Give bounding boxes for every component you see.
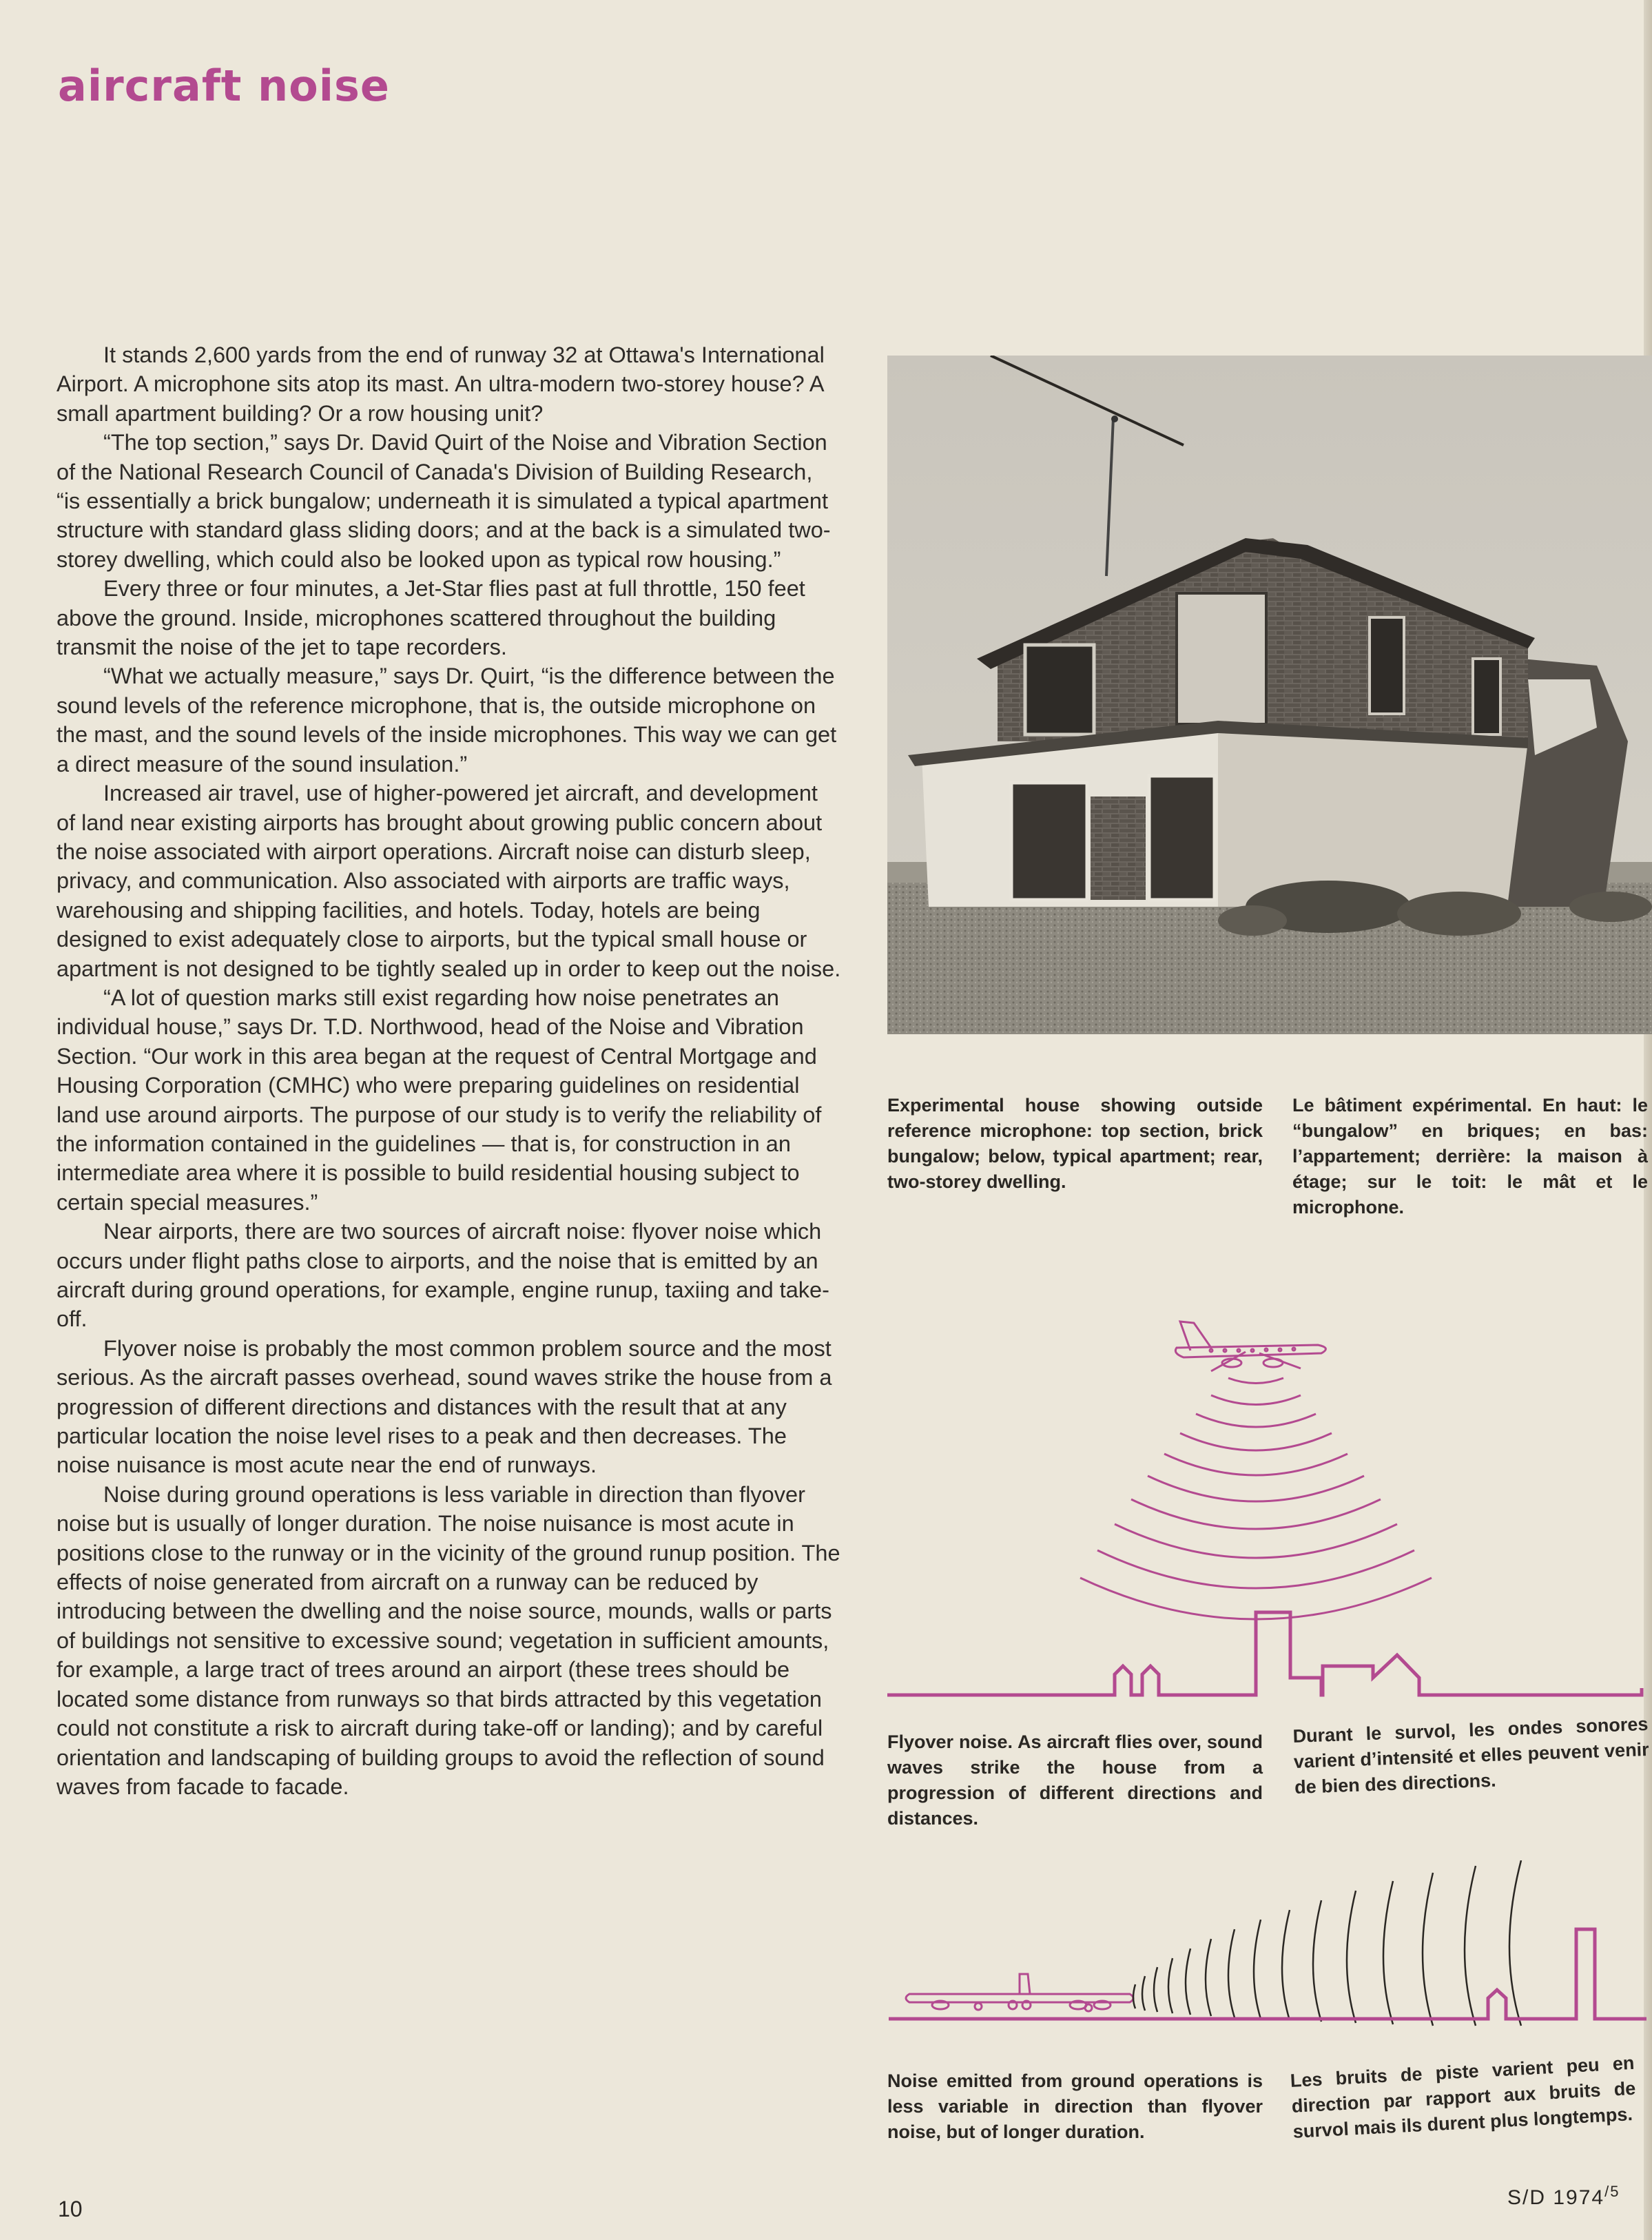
sound-wave-lines — [1133, 1860, 1521, 2026]
taxiing-aircraft-icon — [906, 1974, 1133, 2011]
folio-label: S/D 1974 — [1507, 2186, 1605, 2209]
article-title: aircraft noise — [58, 61, 390, 111]
flyover-caption-french: Durant le survol, les ondes sonores varient d’intensité et elles peuvent venir de bien des directions. — [1292, 1713, 1650, 1798]
paragraph: “The top section,” says Dr. David Quirt of the Noise and Vibration Section of the National Research Council of Canada's Division of Building Research, “is essentially a brick bungalow; underneath it is simulated a typical apartment structure with standard glass sliding doors; and at the back is a simulated two-storey dwelling, which could also be looked upon as typical row housing.” — [56, 430, 831, 572]
runway-ground-and-building — [889, 1929, 1646, 2019]
article-body — [56, 340, 842, 1801]
paragraph: It stands 2,600 yards from the end of runway 32 at Ottawa's International Airport. A microphone sits atop its mast. An ultra-modern two-storey house? A small apartment building? Or a row housing unit? — [56, 342, 825, 426]
paragraph: “A lot of question marks still exist regarding how noise penetrates an individual house,” says Dr. T.D. Northwood, head of the Noise and Vibration Section. “Our work in this area began at the request of Central Mortgage and Housing Corporation (CMHC) who were preparing guidelines on residential land use around airports. The purpose of our study is to verify the reliability of the information contained in the guidelines — that is, for construction in an intermediate area where it is possible to build residential housing subject to certain special measures.” — [56, 985, 822, 1215]
folio-number: 5 — [1610, 2183, 1620, 2200]
paragraph: Flyover noise is probably the most common problem source and the most serious. As the aircraft passes overhead, sound waves strike the house from a progression of different directions and distances with the result that at any particular location the noise level rises to a peak and then decreases. The noise nuisance is most acute near the end of runways. — [56, 1335, 832, 1478]
paragraph: Increased air travel, use of higher-powered jet aircraft, and development of land near existing airports has brought about growing public concern about the noise associated with airport operations. Aircraft noise can disturb sleep, privacy, and communication. Also associated with airports are traffic ways, warehousing and shipping facilities, and hotels. Today, hotels are being designed to exist adequately close to airports, but the typical small house or apartment is not designed to be tightly sealed up in order to keep out the noise. — [56, 781, 841, 981]
ground-caption-english: Noise emitted from ground operations is less variable in direction than flyover noise, but of longer duration. — [887, 2071, 1263, 2142]
sound-wave-arcs — [1080, 1378, 1432, 1619]
photo-caption-french: Le bâtiment expérimental. En haut: le “bungalow” en briques; en bas: l’appartement; derrière: la maison à étage; sur le toit: le mât et le microphone. — [1292, 1095, 1648, 1217]
paragraph: “What we actually measure,” says Dr. Quirt, “is the difference between the sound levels of the reference microphone, that is, the outside microphone on the mast, and the sound levels of the inside microphones. This way we can get a direct measure of the sound insulation.” — [56, 664, 837, 777]
paragraph: Near airports, there are two sources of aircraft noise: flyover noise which occurs under flight paths close to airports, and the noise that is emitted by an aircraft during ground operations, for example, engine runup, taxiing and take-off. — [56, 1219, 829, 1332]
photo-caption-english: Experimental house showing outside reference microphone: top section, brick bungalow; below, typical apartment; rear, two-storey dwelling. — [887, 1095, 1263, 1192]
page-number: 10 — [58, 2197, 83, 2221]
paragraph: Every three or four minutes, a Jet-Star flies past at full throttle, 150 feet above the ground. Inside, microphones scattered throughout the building transmit the noise of the jet to tape recorders. — [56, 576, 805, 660]
aircraft-icon — [1175, 1322, 1325, 1371]
experimental-house-photo — [887, 356, 1652, 1034]
ground-and-buildings — [887, 1612, 1642, 1695]
ground-caption-french: Les bruits de piste varient peu en direction par rapport aux bruits de survol mais ils durent plus longtemps. — [1290, 2052, 1636, 2142]
flyover-caption-english: Flyover noise. As aircraft flies over, sound waves strike the house from a progression of different directions and distances. — [887, 1732, 1263, 1829]
paragraph: Noise during ground operations is less variable in direction than flyover noise but is usually of longer duration. The noise nuisance is most acute in positions close to the runway or in the vicinity of the ground runup position. The effects of noise generated from aircraft on a runway can be reduced by introducing between the dwelling and the noise source, mounds, walls or parts of buildings not sensitive to excessive sound; vegetation in sufficient amounts, for example, a large tract of trees around an airport (these trees should be located some distance from runways so that birds attracted by this vegetation could not constitute a risk to aircraft during take-off or landing); and by careful orientation and landscaping of building groups to avoid the reflection of sound waves from facade to facade. — [56, 1481, 840, 1799]
flyover-noise-diagram — [887, 1302, 1645, 1709]
issue-folio: S/D $1974^{/5}$ — [1507, 2183, 1620, 2209]
ground-noise-diagram — [882, 1860, 1646, 2033]
